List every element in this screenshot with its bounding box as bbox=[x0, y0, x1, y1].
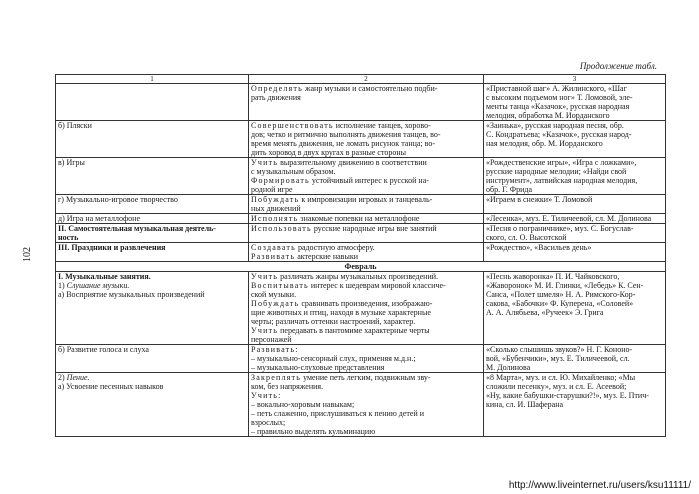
cell-text: Побуждать bbox=[251, 299, 300, 308]
table-row bbox=[56, 373, 666, 437]
section-cell bbox=[56, 272, 249, 345]
cell-text: б) Развитие голоса и слуха bbox=[58, 345, 149, 354]
repertoire-line: «Ну, какие бабушки-старушки?!», муз. Е. Птич- bbox=[486, 391, 649, 400]
cell-text: а) Усвоение песенных навыков bbox=[58, 382, 164, 391]
cell-text: а) Восприятие музыкальных произведений bbox=[58, 290, 205, 299]
repertoire-cell bbox=[484, 214, 666, 224]
repertoire-line: С. Кондратьева; «Казачок», русская народ- bbox=[486, 130, 632, 139]
section-cell bbox=[56, 214, 249, 224]
cell-text: Пение. bbox=[66, 373, 90, 382]
cell-text: жанр музыки и самостоятельно подби- bbox=[302, 84, 438, 93]
cell-text: взрослых; bbox=[251, 418, 286, 427]
header-cell: 2 bbox=[249, 75, 484, 84]
section-cell bbox=[56, 243, 249, 262]
cell-text: Формировать bbox=[251, 176, 310, 185]
table-row bbox=[56, 214, 666, 224]
table-row bbox=[56, 345, 666, 373]
repertoire-line: «Сколько слышишь звуков?» Н. Г. Кононо- bbox=[486, 345, 633, 354]
repertoire-line: русские народные мелодии; «Найди свой bbox=[486, 167, 627, 176]
repertoire-line: Санса, «Полет шмеля» Н. А. Римского-Кор- bbox=[486, 290, 636, 299]
cell-text: знакомые попевки на металлофоне bbox=[298, 214, 420, 223]
repertoire-line: сакова, «Бабочки» Ф. Куперена, «Соловей» bbox=[486, 299, 634, 308]
goals-cell bbox=[249, 195, 484, 214]
cell-text: сравнивать произведения, изображаю- bbox=[299, 299, 433, 308]
cell-text: 1) bbox=[58, 281, 67, 290]
cell-text: Учить bbox=[251, 272, 279, 281]
cell-text: – вокально-хоровым навыкам; bbox=[251, 400, 355, 409]
section-cell bbox=[56, 373, 249, 437]
cell-text: Исполнять bbox=[251, 214, 299, 223]
cell-text: ком, без напряжения. bbox=[251, 382, 324, 391]
repertoire-line: менты танца «Казачок», русская народная bbox=[486, 102, 630, 111]
repertoire-line: инструмент», латвийская народная мелодия, bbox=[486, 176, 638, 185]
table-row bbox=[56, 195, 666, 214]
repertoire-cell bbox=[484, 84, 666, 121]
repertoire-line: ная мелодия, обр. М. Иорданского bbox=[486, 139, 603, 148]
cell-text: Закреплять bbox=[251, 373, 302, 382]
repertoire-line: «Песня о пограничнике», муз. С. Богуслав- bbox=[486, 224, 634, 233]
cell-text: умение петь легким, подвижным зву- bbox=[301, 373, 431, 382]
cell-text: выразительному движению в соответствии bbox=[278, 158, 427, 167]
cell-text: б) Пляски bbox=[58, 121, 92, 130]
cell-text: устойчивый интерес к русской на- bbox=[309, 176, 429, 185]
table-row bbox=[56, 158, 666, 195]
repertoire-line: обр. Г. Фрида bbox=[486, 185, 533, 194]
cell-text: – музыкально-сенсорный слух, применяя м.д.н.; bbox=[251, 354, 416, 363]
table-row bbox=[56, 224, 666, 243]
cell-text: I. Музыкальные занятия. bbox=[58, 272, 151, 281]
repertoire-cell bbox=[484, 195, 666, 214]
cell-text: дить хоровод в двух кругах в разные стороны bbox=[251, 148, 407, 157]
watermark-url: http://www.liveinternet.ru/users/ksu11111/ bbox=[508, 480, 691, 491]
cell-text: с музыкальным образом. bbox=[251, 167, 336, 176]
goals-cell bbox=[249, 158, 484, 195]
cell-text: – музыкально-слуховые представления bbox=[251, 363, 385, 372]
repertoire-cell bbox=[484, 373, 666, 437]
cell-text: Использовать bbox=[251, 224, 312, 233]
goals-cell bbox=[249, 272, 484, 345]
cell-text: исполнение танцев, хорово- bbox=[333, 121, 431, 130]
repertoire-line: А. А. Алябьева, «Ручеек» Э. Грига bbox=[486, 308, 604, 317]
section-cell bbox=[56, 121, 249, 158]
cell-text: интерес к шедеврам мировой классиче- bbox=[308, 281, 446, 290]
header-cell: 1 bbox=[56, 75, 249, 84]
section-cell bbox=[56, 84, 249, 121]
month-row bbox=[56, 262, 666, 272]
cell-text: в) Игры bbox=[58, 158, 85, 167]
goals-cell bbox=[249, 224, 484, 243]
cell-text: ных движений bbox=[251, 204, 301, 213]
goals-cell bbox=[249, 373, 484, 437]
section-cell bbox=[56, 224, 249, 243]
cell-text: ность bbox=[58, 233, 79, 242]
table-row bbox=[56, 272, 666, 345]
cell-text: ской музыки. bbox=[251, 290, 297, 299]
goals-cell bbox=[249, 214, 484, 224]
cell-text: русские народные игры вне занятий bbox=[311, 224, 437, 233]
section-cell bbox=[56, 195, 249, 214]
cell-text: актерские навыки bbox=[295, 252, 358, 261]
cell-text: Развивать bbox=[251, 252, 296, 261]
cell-text: Развивать bbox=[251, 345, 296, 354]
repertoire-cell bbox=[484, 345, 666, 373]
goals-cell bbox=[249, 84, 484, 121]
header-cell: 3 bbox=[484, 75, 666, 84]
cell-text: радостную атмосферу. bbox=[295, 243, 375, 252]
repertoire-line: «Рождественские игры», «Игра с ложками», bbox=[486, 158, 637, 167]
section-cell bbox=[56, 158, 249, 195]
month-title: Февраль bbox=[56, 262, 666, 272]
repertoire-cell bbox=[484, 158, 666, 195]
cell-text: родной игре bbox=[251, 185, 293, 194]
cell-text: : bbox=[278, 391, 281, 400]
cell-text: Определять bbox=[251, 84, 303, 93]
cell-text: г) Музыкально-игровое творчество bbox=[58, 195, 178, 204]
repertoire-line: М. Долинова bbox=[486, 363, 531, 372]
cell-text: – правильно выделять кульминацию bbox=[251, 427, 376, 436]
repertoire-line: «Жаворонок» М. И. Глинки, «Лебедь» К. Сен- bbox=[486, 281, 644, 290]
cell-text: щие животных и птиц, находя в музыке характерные bbox=[251, 308, 431, 317]
cell-text: Совершенствовать bbox=[251, 121, 334, 130]
repertoire-cell bbox=[484, 272, 666, 345]
cell-text: персонажей bbox=[251, 335, 292, 344]
cell-text: дов; четко и ритмично выполнять движения танцев, во- bbox=[251, 130, 441, 139]
page-number: 102 bbox=[22, 247, 33, 262]
curriculum-table bbox=[55, 74, 666, 437]
repertoire-cell bbox=[484, 121, 666, 158]
repertoire-line: «Заинька», русская народная песня, обр. bbox=[486, 121, 624, 130]
table-row bbox=[56, 121, 666, 158]
cell-text: рать движения bbox=[251, 93, 301, 102]
repertoire-line: ского, сл. О. Высотской bbox=[486, 233, 567, 242]
repertoire-line: «Рождество», «Васильев день» bbox=[486, 243, 592, 252]
goals-cell bbox=[249, 345, 484, 373]
goals-cell bbox=[249, 121, 484, 158]
cell-text: время менять движения, не ломать рисунок танца; во- bbox=[251, 139, 436, 148]
cell-text: 2) bbox=[58, 373, 67, 382]
cell-text: к импровизации игровых и танцеваль- bbox=[299, 195, 433, 204]
cell-text: различать жанры музыкальных произведений. bbox=[278, 272, 438, 281]
cell-text: III. Праздники и развлечения bbox=[58, 243, 166, 252]
repertoire-line: «8 Марта», муз. и сл. Ю. Михайленко; «Мы bbox=[486, 373, 636, 382]
table-row bbox=[56, 84, 666, 121]
cell-text: Слушание музыки. bbox=[66, 281, 130, 290]
repertoire-line: кина, сл. И. Шаферана bbox=[486, 400, 564, 409]
cell-text: Воспитывать bbox=[251, 281, 309, 290]
goals-cell bbox=[249, 243, 484, 262]
repertoire-line: «Лесенка», муз. Е. Тиличеевой, сл. М. Долинова bbox=[486, 214, 652, 223]
cell-text: д) Игра на металлофоне bbox=[58, 214, 141, 223]
section-cell bbox=[56, 345, 249, 373]
repertoire-line: сложили песенку», муз. и сл. Е. Асеевой; bbox=[486, 382, 627, 391]
cell-text: II. Самостоятельная музыкальная деятель- bbox=[58, 224, 216, 233]
table-row bbox=[56, 243, 666, 262]
cell-text: Учить bbox=[251, 326, 279, 335]
cell-text: передавать в пантомиме характерные черты bbox=[278, 326, 430, 335]
cell-text: : bbox=[295, 345, 298, 354]
continuation-label: Продолжение табл. bbox=[579, 61, 657, 71]
header-row bbox=[56, 75, 666, 84]
repertoire-line: мелодия, обработка М. Иорданского bbox=[486, 111, 610, 120]
repertoire-line: «Приставной шаг» А. Жилинского, «Шаг bbox=[486, 84, 627, 93]
cell-text: Учить bbox=[251, 158, 279, 167]
cell-text: Побуждать bbox=[251, 195, 300, 204]
repertoire-line: с высоким подъемом ног» Т. Ломовой, эле- bbox=[486, 93, 633, 102]
repertoire-cell bbox=[484, 243, 666, 262]
cell-text: – петь слаженно, прислушиваться к пению детей и bbox=[251, 409, 425, 418]
cell-text: Учить bbox=[251, 391, 279, 400]
cell-text: черты; различать оттенки настроений, характер. bbox=[251, 317, 416, 326]
repertoire-line: «Песнь жаворонка» П. И. Чайковского, bbox=[486, 272, 620, 281]
repertoire-line: «Играем в снежки» Т. Ломовой bbox=[486, 195, 593, 204]
cell-text: Создавать bbox=[251, 243, 296, 252]
repertoire-line: вой, «Бубенчики», муз. Е. Тиличеевой, сл. bbox=[486, 354, 630, 363]
repertoire-cell bbox=[484, 224, 666, 243]
